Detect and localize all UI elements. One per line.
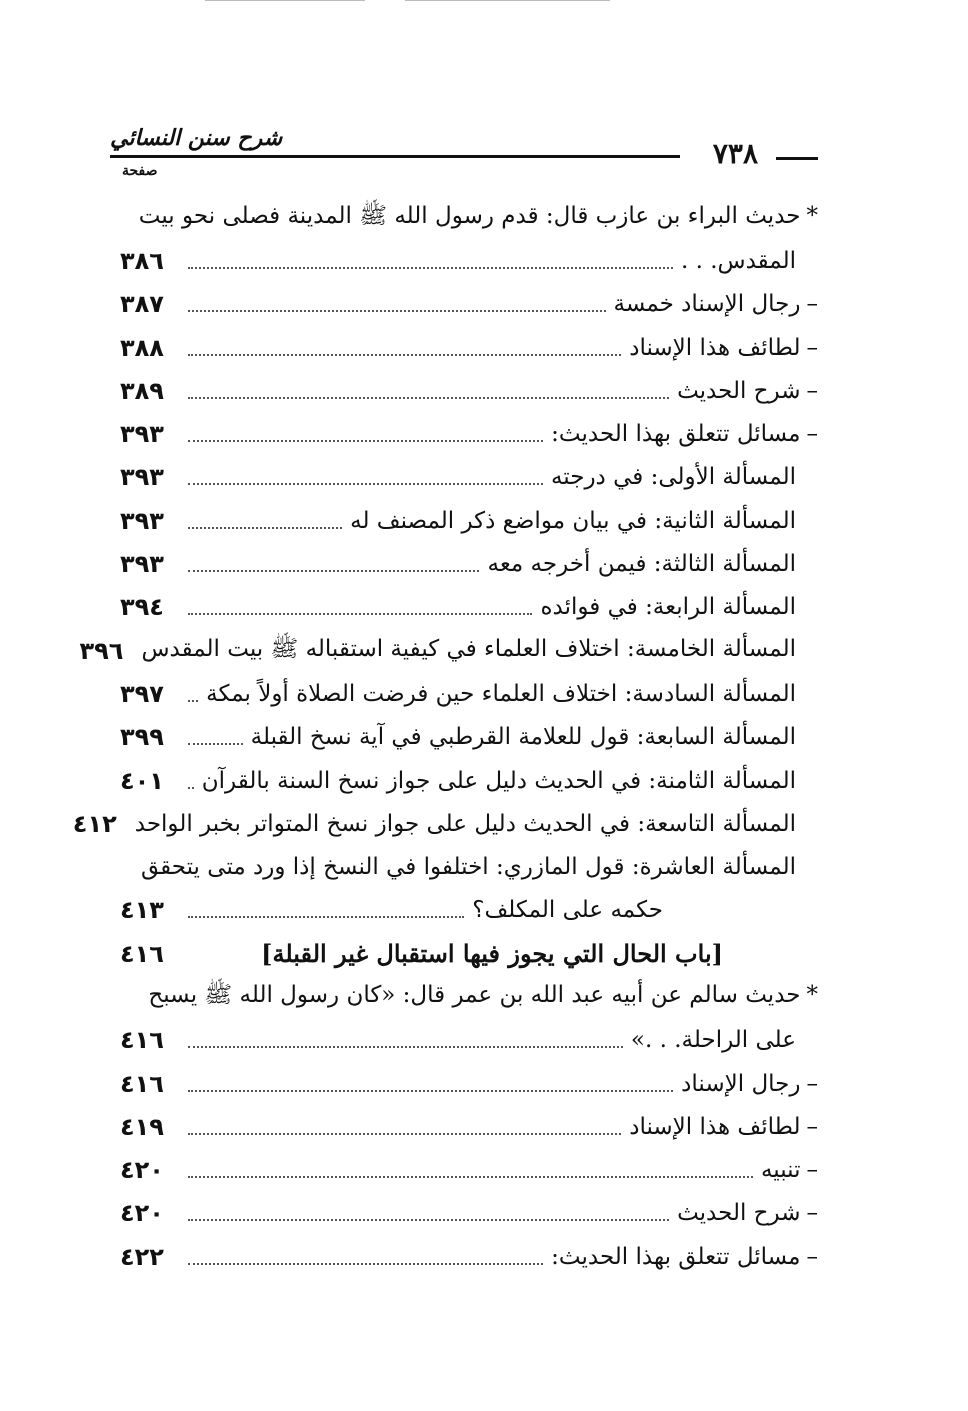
dot-leader: [188, 1133, 621, 1135]
dot-leader: [188, 743, 243, 745]
star-bullet: *: [806, 202, 818, 229]
dot-leader: [188, 397, 669, 399]
toc-page-number: ٣٨٨: [120, 333, 164, 362]
toc-entry-text: مسائل تتعلق بهذا الحديث:: [551, 421, 801, 448]
dot-leader: [188, 1263, 543, 1265]
toc-entry-title: [133, 634, 818, 668]
star-bullet: *: [806, 981, 818, 1008]
dot-leader: [188, 1046, 623, 1048]
toc-entry-title: [464, 897, 818, 923]
dash-bullet: –: [806, 1243, 818, 1270]
dot-leader: [188, 527, 342, 529]
toc-entry-text: حديث سالم عن أبيه عبد الله بن عمر قال: «كان رسول الله ﷺ يسبح: [148, 981, 801, 1008]
toc-page-number: ٤١٦: [120, 1069, 164, 1098]
dash-bullet: –: [806, 291, 818, 318]
toc-entry-title: [543, 421, 818, 447]
scan-line-left: [205, 0, 365, 1]
toc-page-number: ٣٩٣: [120, 420, 164, 449]
toc-entry: [120, 412, 818, 455]
toc-entry-title: [669, 378, 818, 404]
dot-leader: [188, 916, 464, 918]
toc-entry-text: المسألة السادسة: اختلاف العلماء حين فرضت الصلاة أولاً بمكة: [206, 680, 796, 707]
toc-entry-title: [606, 291, 819, 317]
dot-leader: [188, 267, 673, 269]
toc-page-number: ٣٩٦: [79, 636, 124, 665]
toc-page-number: ٣٩٣: [120, 506, 164, 535]
toc-entry-title: [120, 854, 818, 880]
toc-entry: [120, 456, 818, 499]
dot-leader: [188, 1090, 673, 1092]
toc-entry-text: رجال الإسناد خمسة: [613, 291, 801, 318]
toc-entry-title: [673, 1071, 818, 1097]
toc-page-number: ٣٩٣: [120, 550, 164, 579]
dot-leader: [188, 700, 198, 702]
toc-entry-text: المسألة الخامسة: اختلاف العلماء في كيفية استقباله ﷺ بيت المقدس: [141, 635, 796, 662]
toc-entry: [120, 672, 818, 715]
toc-page-number: ٣٩٩: [120, 723, 164, 752]
toc-entry: [120, 845, 818, 888]
toc-entry: [120, 586, 818, 629]
toc-entry-title: [120, 201, 818, 235]
toc-entry-title: [194, 768, 818, 794]
toc-page-number: ٤١٦: [120, 1026, 164, 1055]
toc-entry: [72, 802, 818, 845]
toc-entry-title: [243, 724, 818, 750]
dot-leader: [188, 1176, 753, 1178]
header-rule: [110, 155, 680, 158]
book-title: شرح سنن النسائي: [110, 125, 283, 151]
toc-entry-title: [120, 980, 818, 1014]
toc-entry-title: [342, 508, 818, 534]
toc-entry: [120, 283, 818, 326]
header-rule-short: [776, 157, 818, 160]
toc-page-number: ٣٩٤: [120, 593, 164, 622]
toc-page-number: ٣٩٧: [120, 679, 164, 708]
toc-entry-title: [253, 939, 818, 968]
toc-entry-title: [532, 594, 818, 620]
toc-entry-title: [621, 1114, 818, 1140]
dot-leader: [188, 310, 606, 312]
toc-entry-text: المقدس. . .: [680, 247, 796, 274]
toc-entry-text: المسألة التاسعة: في الحديث دليل على جواز نسخ المتواتر بخبر الواحد: [134, 810, 796, 837]
toc-entry-title: [673, 248, 818, 274]
toc-entry-title: [543, 1244, 818, 1270]
toc-entry-title: [479, 551, 818, 577]
dot-leader: [188, 1219, 669, 1221]
dot-leader: [188, 613, 532, 615]
toc-entry-text: حكمه على المكلف؟: [472, 897, 663, 924]
toc-entry: [120, 889, 818, 932]
toc-entry-text: شرح الحديث: [677, 377, 801, 404]
toc-entry-title: [621, 335, 818, 361]
toc-page-number: ٤٢٠: [120, 1199, 164, 1228]
toc-entry-text: المسألة السابعة: قول للعلامة القرطبي في آية نسخ القبلة: [250, 724, 796, 751]
dot-leader: [188, 354, 621, 356]
dot-leader: [188, 440, 543, 442]
toc-entry: [120, 975, 818, 1018]
toc-entry-text: حديث البراء بن عازب قال: قدم رسول الله ﷺ المدينة فصلى نحو بيت: [138, 202, 801, 229]
toc-page-number: ٤٢٢: [120, 1242, 164, 1271]
toc-entry: [120, 239, 818, 282]
toc-entry-text: المسألة الرابعة: في فوائده: [540, 594, 796, 621]
toc-entry-title: [543, 464, 818, 490]
toc-page-number: ٤١٢: [72, 809, 117, 838]
toc-entry-title: [753, 1157, 818, 1183]
dash-bullet: –: [806, 421, 818, 448]
toc-entry-title: [198, 681, 818, 707]
toc-entry: [120, 932, 818, 975]
toc-entry-text: [باب الحال التي يجوز فيها استقبال غير القبلة]: [261, 939, 723, 969]
running-header: [110, 125, 818, 179]
toc-entry: [120, 716, 818, 759]
toc-page-number: ٤١٣: [120, 896, 164, 925]
dash-bullet: –: [806, 1200, 818, 1227]
dash-bullet: –: [806, 1157, 818, 1184]
toc-page-number: ٣٨٦: [120, 246, 164, 275]
dash-bullet: –: [806, 377, 818, 404]
toc-entry-text: لطائف هذا الإسناد: [629, 1113, 801, 1140]
dash-bullet: –: [806, 1113, 818, 1140]
toc-entry: [120, 1062, 818, 1105]
dot-leader: [188, 483, 543, 485]
toc-entry: [120, 196, 818, 239]
toc-entry-text: على الراحلة. . .»: [630, 1027, 796, 1054]
toc-entry-title: [623, 1027, 818, 1053]
dot-leader: [188, 570, 479, 572]
toc-entry-title: [127, 811, 818, 837]
scan-line-right: [405, 0, 610, 1]
toc-entry-text: تنبيه: [760, 1157, 801, 1184]
toc-entry: [120, 1149, 818, 1192]
toc-entry-text: مسائل تتعلق بهذا الحديث:: [551, 1243, 801, 1270]
toc-entry-text: المسألة الثانية: في بيان مواضع ذكر المصنف له: [350, 507, 796, 534]
toc-page-number: ٤٢٠: [120, 1156, 164, 1185]
page-number: ٧٣٨: [712, 137, 758, 170]
toc-entry-text: شرح الحديث: [677, 1200, 801, 1227]
toc-entry: [120, 1019, 818, 1062]
toc-page-number: ٣٨٧: [120, 290, 164, 319]
toc-entry: [120, 369, 818, 412]
toc-entry: [120, 1105, 818, 1148]
toc-page-number: ٤١٦: [120, 939, 164, 968]
toc-page-number: ٣٩٣: [120, 463, 164, 492]
dash-bullet: –: [806, 1070, 818, 1097]
toc-entry: [120, 542, 818, 585]
toc-entry: [120, 1235, 818, 1278]
toc-entry: [120, 1192, 818, 1235]
toc-entry: [120, 759, 818, 802]
toc-entry-text: المسألة العاشرة: قول المازري: اختلفوا في النسخ إذا ورد متى يتحقق: [140, 854, 796, 881]
toc-entry-text: المسألة الثامنة: في الحديث دليل على جواز نسخ السنة بالقرآن: [201, 767, 796, 794]
toc-entry-text: المسألة الأولى: في درجته: [550, 464, 796, 491]
toc-page-number: ٣٨٩: [120, 376, 164, 405]
toc-page-number: ٤٠١: [120, 766, 164, 795]
dash-bullet: –: [806, 334, 818, 361]
toc-entry-text: رجال الإسناد: [681, 1070, 801, 1097]
toc-entry-title: [669, 1200, 818, 1226]
dot-leader: [188, 787, 194, 789]
toc-entry-text: لطائف هذا الإسناد: [629, 334, 801, 361]
toc-entry: [120, 326, 818, 369]
table-of-contents: [72, 196, 818, 1278]
toc-entry: [79, 629, 818, 672]
toc-entry: [120, 499, 818, 542]
page-column-label: صفحة: [122, 163, 158, 179]
toc-page-number: ٤١٩: [120, 1112, 164, 1141]
toc-entry-text: المسألة الثالثة: فيمن أخرجه معه: [487, 551, 796, 578]
